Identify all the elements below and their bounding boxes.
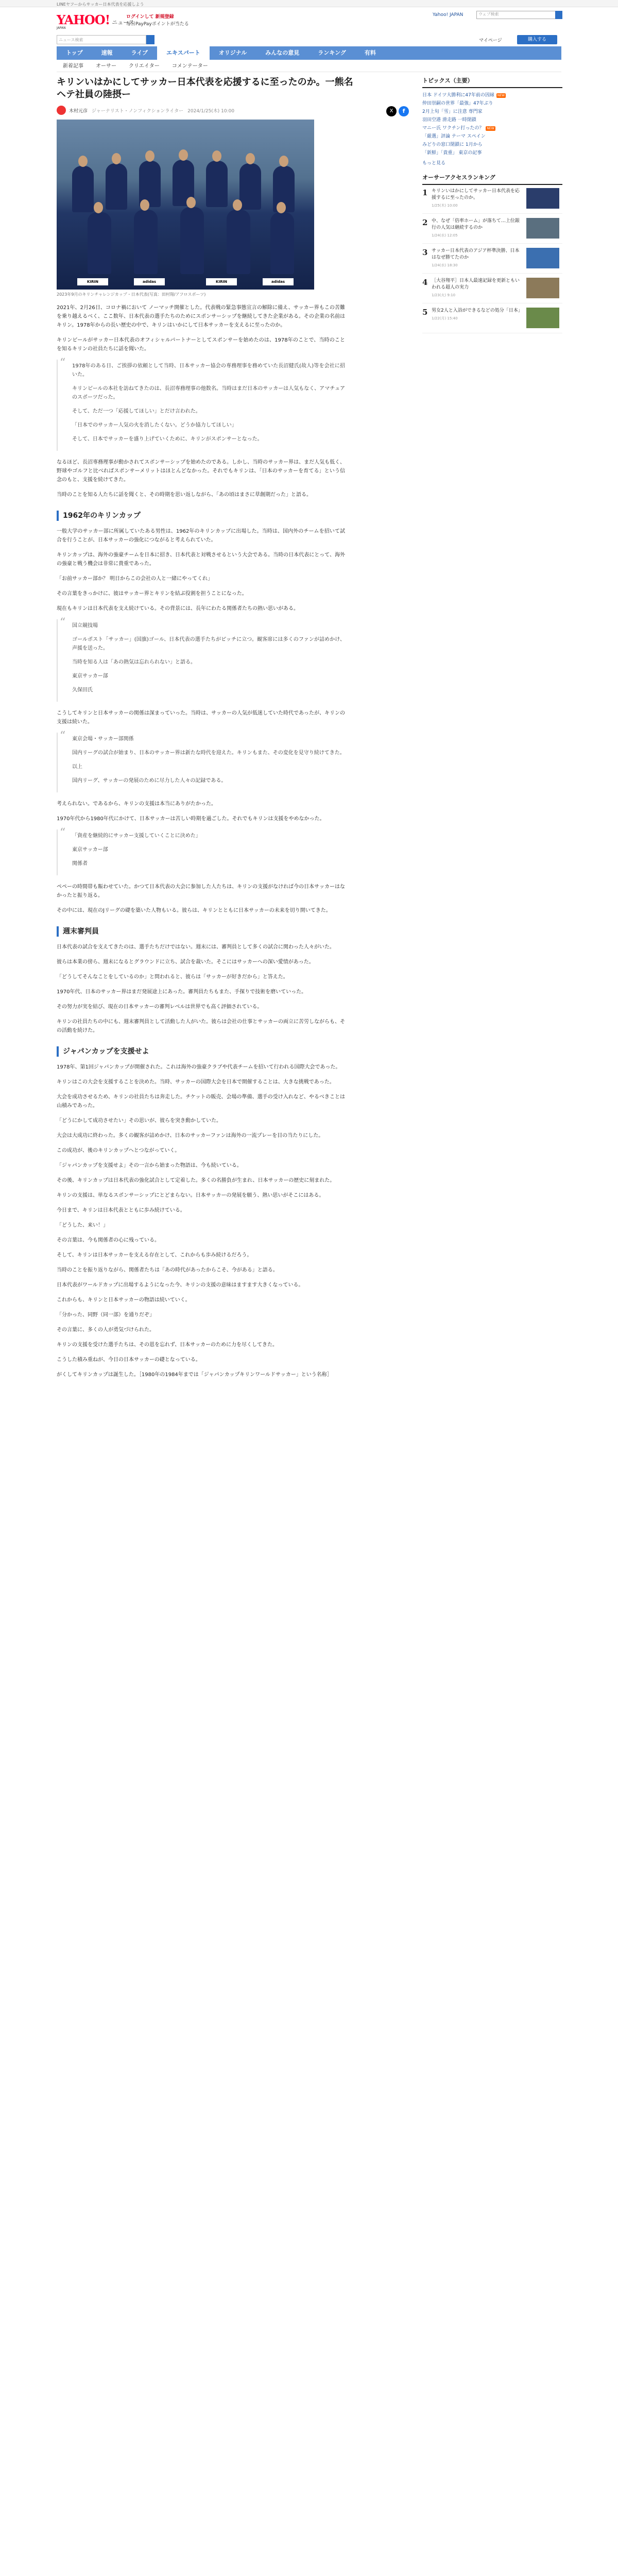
paragraph: その努力が実を結び、現在の日本サッカーの審判レベルは世界でも高く評価されている。 bbox=[57, 1004, 263, 1010]
paragraph: ペペーの時間帯も賑わせていた。かつて日本代表の大会に参加した人たちは、キリンの支援がなければ今の日本サッカーはなかったと振り返る。 bbox=[57, 884, 345, 899]
nav-ranking[interactable]: ランキング bbox=[318, 49, 346, 56]
top-strip bbox=[0, 0, 618, 7]
paragraph: その言葉をきっかけに、彼はサッカー界とキリンを結ぶ役割を担うことになった。 bbox=[57, 591, 247, 597]
web-search-input[interactable]: ウェブ検索 bbox=[476, 11, 556, 19]
ranking-item[interactable] bbox=[422, 278, 562, 303]
ranking-item[interactable] bbox=[422, 308, 562, 333]
quote-text: 「日本でのサッカー人気の火を消したくない。どうか協力してほしい」 bbox=[72, 422, 237, 428]
paragraph: これからも、キリンと日本サッカーの物語は続いていく。 bbox=[57, 1297, 191, 1303]
team-photo-players bbox=[57, 156, 314, 290]
ranking-number: 3 bbox=[422, 248, 428, 257]
quote-mark-icon: “ bbox=[60, 826, 66, 839]
ranking-heading: オーサーアクセスランキング bbox=[422, 173, 562, 185]
ranking-list bbox=[422, 188, 562, 333]
ranking-item[interactable] bbox=[422, 218, 562, 244]
section-heading: 1962年のキリンカップ bbox=[57, 511, 345, 521]
paragraph: 今日まで、キリンは日本代表とともに歩み続けている。 bbox=[57, 1208, 185, 1213]
nav-breaking[interactable]: 速報 bbox=[101, 49, 113, 56]
quote-mark-icon: “ bbox=[60, 357, 66, 369]
topic-item[interactable] bbox=[422, 108, 562, 116]
logo-text: YAHOO! bbox=[57, 12, 110, 27]
sponsor-logo-kirin: KIRIN bbox=[206, 278, 237, 285]
news-search-input[interactable]: ニュース検索 bbox=[57, 35, 146, 44]
ranking-date: 1/24(水) 12:05 bbox=[432, 233, 458, 238]
main-nav bbox=[57, 46, 561, 60]
paragraph: 「どうしてそんなことをしているのか」と問われると、彼らは「サッカーが好きだから」と答えた。 bbox=[57, 974, 288, 980]
quote-text: 国立競技場 bbox=[72, 623, 98, 629]
paragraph: こうしてキリンと日本サッカーの関係は深まっていった。当時は、サッカーの人気が低迷していた時代であったが、キリンの支援は続いた。 bbox=[57, 710, 345, 725]
ranking-title: ［大谷翔平］日本人最速記録を更新ともいわれる超人の実力 bbox=[432, 278, 520, 290]
topic-item[interactable] bbox=[422, 124, 562, 132]
nav-original[interactable]: オリジナル bbox=[218, 49, 247, 56]
section-heading: 週末審判員 bbox=[57, 926, 345, 937]
yahoo-japan-link[interactable]: Yahoo! JAPAN bbox=[433, 12, 464, 18]
ranking-date: 1/25(木) 10:00 bbox=[432, 204, 458, 208]
login-promo[interactable] bbox=[126, 13, 189, 28]
paragraph: 1970年代から1980年代にかけて、日本サッカーは苦しい時期を過ごした。それでもキリンは支援をやめなかった。 bbox=[57, 816, 325, 822]
paragraph: その言葉は、今も関係者の心に残っている。 bbox=[57, 1238, 160, 1243]
ranking-text-block bbox=[432, 278, 522, 299]
ranking-text-block bbox=[432, 188, 522, 209]
news-search-button[interactable] bbox=[146, 35, 154, 44]
sponsor-logo-kirin: KIRIN bbox=[77, 278, 108, 285]
photo-caption: 2023年9月のキリンチャレンジカップ・日本代表(写真：田村翔/アフロスポーツ) bbox=[57, 292, 206, 297]
ranking-item[interactable] bbox=[422, 188, 562, 214]
article-title: キリンいはかにしてサッカー日本代表を応援するに至ったのか。一熊名ヘテ社員の陸摂ー bbox=[57, 77, 353, 100]
top-strip-text: LINEヤフーからサッカー日本代表を応援しよう bbox=[57, 2, 144, 7]
promo-line1: ログインして 新規登録 bbox=[126, 14, 174, 20]
paragraph: キリンの社員たちの中にも、週末審判員として活動した人がいた。彼らは会社の仕事とサッカーの両立に苦労しながらも、その活動を続けた。 bbox=[57, 1019, 345, 1033]
ranking-number: 1 bbox=[422, 188, 428, 197]
topic-item-label: 仲田崇嗣の世界「最強」47年ぶり bbox=[422, 101, 493, 106]
quote-text: 以上 bbox=[72, 764, 82, 770]
paragraph: キリンの支援は、単なるスポンサーシップにとどまらない。日本サッカーの発展を願う、熱い思いがそこにはある。 bbox=[57, 1193, 324, 1198]
ranking-item[interactable] bbox=[422, 248, 562, 274]
paragraph: 日本代表がワールドカップに出場するようになった今、キリンの支援の意味はますます大きくなっている。 bbox=[57, 1282, 304, 1288]
paragraph: 2021年、2月26日、コロナ禍において ノーマッチ開催とした。代表戦の緊急事態宣言の解除に備え、サッカー界もこの苦難を乗り越えるべく、ここ数年、日本代表の選手たちのためにスポンサーシップを継続してきた企業がある。その企業の名前はキリン。1978年からの長い歴史の中で、キリンはいかにして日本サッカーを支えるに至ったのか。 bbox=[57, 305, 345, 328]
ranking-date: 1/22(月) 15:40 bbox=[432, 316, 458, 320]
ranking-number: 5 bbox=[422, 308, 428, 317]
paragraph: この成功が、後のキリンカップへとつながっていく。 bbox=[57, 1148, 180, 1154]
new-badge: NEW bbox=[487, 126, 494, 130]
topic-item[interactable] bbox=[422, 132, 562, 141]
paragraph: 「どうにかして成功させたい」その思いが、彼らを突き動かしていた。 bbox=[57, 1118, 221, 1124]
share-facebook-icon[interactable]: f bbox=[399, 106, 409, 116]
buy-button[interactable]: 購入する bbox=[517, 35, 557, 44]
article-photo[interactable] bbox=[57, 120, 314, 290]
topics-heading: トピックス（主要） bbox=[422, 76, 562, 88]
subnav-latest[interactable]: 新着記事 bbox=[63, 63, 83, 69]
topic-item-label: 日本 ドイツ大勝利に47年前の因縁 bbox=[422, 93, 494, 98]
paragraph: がくしてキリンカップは誕生した。［1980年の1984年までは「ジャパンカップキリンワールドサッカー」という名称］ bbox=[57, 1372, 332, 1378]
expert-subnav bbox=[57, 61, 561, 72]
paragraph: 現在もキリンは日本代表を支え続けている。その背景には、長年にわたる関係者たちの熱い思いがある。 bbox=[57, 606, 299, 612]
topic-item-label: 「新鮮」「貴重」 東京の記事 bbox=[422, 150, 482, 156]
paragraph: 大会を成功させるため、キリンの社員たちは奔走した。チケットの販売、会場の準備、選手の受け入れなど、やるべきことは山積みであった。 bbox=[57, 1094, 345, 1109]
site-header bbox=[0, 7, 618, 35]
subnav-creators[interactable]: クリエイター bbox=[129, 63, 160, 69]
nav-opinions[interactable]: みんなの意見 bbox=[265, 49, 300, 56]
paragraph: 「ジャパンカップを支援せよ」その一言から始まった物語は、今も続いている。 bbox=[57, 1163, 242, 1168]
paragraph: その言葉に、多くの人が勇気づけられた。 bbox=[57, 1327, 154, 1333]
mypage-link[interactable]: マイページ bbox=[479, 38, 502, 43]
paragraph: キリンはこの大会を支援することを決めた。当時、サッカーの国際大会を日本で開催することは、大きな挑戦であった。 bbox=[57, 1079, 335, 1085]
topic-item[interactable] bbox=[422, 149, 562, 157]
quote-text: 久保田氏 bbox=[72, 687, 93, 693]
quote-text: そして、ただ一つ「応援してほしい」とだけ言われた。 bbox=[72, 409, 201, 414]
blockquote bbox=[57, 730, 345, 792]
paragraph: 当時のことを知る人たちに話を聞くと、その時期を思い返しながら、「あの頃はまさに草創期だった」と語る。 bbox=[57, 492, 312, 498]
topic-item[interactable] bbox=[422, 141, 562, 149]
topic-item-label: 羽田空港 滑走路 一時閉鎖 bbox=[422, 117, 476, 123]
paragraph: 1970年代、日本のサッカー界はまだ発展途上にあった。審判員たちもまた、手探りで技術を磨いていった。 bbox=[57, 989, 307, 995]
web-search-button[interactable] bbox=[555, 11, 562, 19]
ranking-thumbnail[interactable] bbox=[526, 308, 559, 328]
share-x-icon[interactable]: X bbox=[386, 106, 397, 116]
quote-text: 関係者 bbox=[72, 861, 88, 867]
topic-item-label: マニー氏 ワクチン打ったの？ bbox=[422, 126, 484, 131]
subnav-authors[interactable]: オーサー bbox=[96, 63, 116, 69]
logo-suffix: ニュース bbox=[112, 19, 134, 26]
section-heading: ジャパンカップを支援せよ bbox=[57, 1046, 345, 1057]
topics-list bbox=[422, 91, 562, 157]
paragraph: こうした積み重ねが、今日の日本サッカーの礎となっている。 bbox=[57, 1357, 201, 1363]
paragraph: 1978年、第1回ジャパンカップが開催された。これは海外の強豪クラブや代表チームを招いて行われる国際大会であった。 bbox=[57, 1064, 341, 1070]
blockquote bbox=[57, 826, 345, 875]
quote-text: 東京会場・サッカー部関係 bbox=[72, 736, 134, 742]
nav-live[interactable]: ライブ bbox=[131, 49, 148, 56]
ranking-thumbnail[interactable] bbox=[526, 248, 559, 268]
topic-item-label: 2月上旬「雪」に注意 専門家 bbox=[422, 109, 483, 114]
ranking-thumbnail[interactable] bbox=[526, 188, 559, 209]
article-date: 2024/1/25(木) 10:00 bbox=[187, 108, 235, 114]
quote-text: 1978年のある日、ご挨拶の依頼として当時、日本サッカー協会の専務理事を務めていた長沼健氏(故人)等を会社に招いた。 bbox=[72, 363, 345, 378]
subnav-commentators[interactable]: コメンテーター bbox=[171, 63, 208, 69]
paragraph: 「分かった、同野（同一部）を通りだぞ」 bbox=[57, 1312, 154, 1318]
ranking-text-block bbox=[432, 248, 522, 269]
topic-item[interactable] bbox=[422, 99, 562, 108]
paragraph: 「お前サッカー部か？ 明日からこの会社の人と一緒にやってくれ」 bbox=[57, 576, 213, 582]
article-byline bbox=[57, 105, 412, 115]
quote-text: 東京サッカー部 bbox=[72, 673, 108, 679]
sponsor-logo-adidas: adidas bbox=[134, 278, 165, 285]
paragraph: 考えられない。であるから、キリンの支援は本当にありがたかった。 bbox=[57, 801, 216, 807]
ranking-title: 男女2人と入浴ができるなどの処分「日本」 bbox=[432, 308, 523, 313]
nav-expert[interactable]: エキスパート bbox=[157, 46, 210, 60]
author-avatar[interactable] bbox=[57, 106, 66, 115]
paragraph: キリンカップは、海外の強豪チームを日本に招き、日本代表と対戦させるという大会である。当時の日本代表にとって、海外の強豪と戦う機会は非常に貴重であった。 bbox=[57, 552, 345, 567]
quote-text: 国内リーグの試合が始まり、日本のサッカー界は新たな時代を迎えた。キリンもまた、その変化を見守り続けてきた。 bbox=[72, 750, 345, 756]
topics-more-link[interactable]: もっと見る bbox=[422, 161, 446, 166]
article-body bbox=[57, 303, 345, 1379]
author-name[interactable]: 木村元彦 bbox=[69, 108, 88, 114]
quote-text: 国内リーグ、サッカーの発展のために尽力した人々の記録である。 bbox=[72, 778, 227, 784]
author-title: ジャーナリスト・ノンフィクションライター bbox=[92, 108, 184, 114]
ranking-title: サッカー日本代表のアジア杯準決勝、日本はなぜ勝てたのか bbox=[432, 248, 520, 260]
ranking-title: キリンいはかにしてサッカー日本代表を応援するに至ったのか。 bbox=[432, 189, 520, 200]
quote-text: 「資産を継続的にサッカー支援していくことに決めた」 bbox=[72, 833, 201, 839]
paragraph: その後、キリンカップは日本代表の強化試合として定着した。多くの名勝負が生まれ、日本サッカーの歴史に刻まれた。 bbox=[57, 1178, 335, 1183]
logo-sub-text: JAPAN bbox=[57, 26, 66, 30]
paragraph: 彼らは本業の傍ら、週末になるとグラウンドに立ち、試合を裁いた。そこにはサッカーへの深い愛情があった。 bbox=[57, 959, 314, 965]
topic-item-label: 「厳選」評論 テーマ スペイン bbox=[422, 134, 486, 139]
quote-text: 東京サッカー部 bbox=[72, 847, 108, 853]
sponsor-logo-adidas: adidas bbox=[263, 278, 294, 285]
new-badge: NEW bbox=[497, 93, 505, 97]
yahoo-news-logo[interactable] bbox=[57, 12, 134, 27]
paragraph: その中には、現在のJリーグの礎を築いた人物もいる。彼らは、キリンとともに日本サッカーの未来を切り開いてきた。 bbox=[57, 908, 331, 913]
ranking-number: 2 bbox=[422, 218, 428, 227]
blockquote bbox=[57, 616, 345, 702]
ranking-thumbnail[interactable] bbox=[526, 278, 559, 298]
article-main bbox=[57, 76, 412, 1385]
ranking-title: 中、なぜ「倍率ホーム」が落ちて…上位銀行の人気は継続するのか bbox=[432, 218, 520, 230]
blockquote bbox=[57, 357, 345, 451]
paragraph: 大会は大成功に終わった。多くの観客が詰めかけ、日本のサッカーファンは海外の一流プレーを目の当たりにした。 bbox=[57, 1133, 324, 1139]
quote-text: 当時を知る人は「あの熱気は忘れられない」と語る。 bbox=[72, 659, 196, 665]
quote-text: キリンビールの本社を訪ねてきたのは、長沼専務理事の他数名。当時はまだ日本のサッカーは人気もなく、アマチュアのスポーツだった。 bbox=[72, 386, 345, 400]
paragraph: なるほど、長沼専務理事が動かされてスポンサーシップを始めたのである。しかし、当時のサッカー界は、まだ人気も低く、野球やゴルフと比べればスポンサーメリットはほとんどなかった。それでもキリンは、「日本のサッカーを育てる」という信念のもと、支援を続けてきた。 bbox=[57, 460, 345, 483]
ranking-text-block bbox=[432, 308, 522, 322]
paragraph: キリンの支援を受けた選手たちは、その恩を忘れず、日本サッカーのために力を尽くしてきた。 bbox=[57, 1342, 278, 1348]
nav-top[interactable]: トップ bbox=[66, 49, 83, 56]
promo-line2: 毎日PayPayポイントが当たる bbox=[126, 22, 189, 27]
paragraph: キリンビールがサッカー日本代表のオフィシャルパートナーとしてスポンサーを始めたのは、1978年のことで、当時のことを知るキリンの社員たちに話を聞いた。 bbox=[57, 337, 345, 352]
topic-item-label: みどりの窓口閉鎖に 1月から bbox=[422, 142, 483, 147]
ranking-thumbnail[interactable] bbox=[526, 218, 559, 239]
sub-header bbox=[0, 35, 618, 45]
paragraph: そして、キリンは日本サッカーを支える存在として、これからも歩み続けるだろう。 bbox=[57, 1252, 252, 1258]
ranking-date: 1/23(火) 9:10 bbox=[432, 293, 456, 297]
paragraph: 一般大学のサッカー部に所属していたある男性は、1962年のキリンカップに出場した。当時は、国内外のチームを招いて試合を行うことが、日本サッカーの強化につながると考えられていた。 bbox=[57, 529, 345, 543]
paragraph: 当時のことを振り返りながら、関係者たちは「あの時代があったからこそ、今がある」と語る。 bbox=[57, 1267, 278, 1273]
ranking-date: 1/24(水) 18:30 bbox=[432, 263, 458, 267]
paragraph: 日本代表の試合を支えてきたのは、選手たちだけではない。週末には、審判員として多くの試合に関わった人々がいた。 bbox=[57, 944, 335, 950]
topic-item[interactable] bbox=[422, 91, 562, 99]
quote-mark-icon: “ bbox=[60, 616, 66, 629]
quote-text: そして、日本でサッカーを盛り上げていくために、キリンがスポンサーとなった。 bbox=[72, 436, 263, 442]
quote-mark-icon: “ bbox=[60, 730, 66, 742]
quote-text: ゴールポスト「サッカー」(国旗)ゴール、日本代表の選手たちがピッチに立つ。観客席には多くのファンが詰めかけ、声援を送った。 bbox=[72, 637, 345, 651]
paragraph: 「どうした、来い！」 bbox=[57, 1223, 108, 1228]
topic-item[interactable] bbox=[422, 116, 562, 124]
ranking-number: 4 bbox=[422, 278, 428, 287]
nav-paid[interactable]: 有料 bbox=[364, 49, 376, 56]
sidebar bbox=[422, 76, 562, 337]
ranking-text-block bbox=[432, 218, 522, 239]
